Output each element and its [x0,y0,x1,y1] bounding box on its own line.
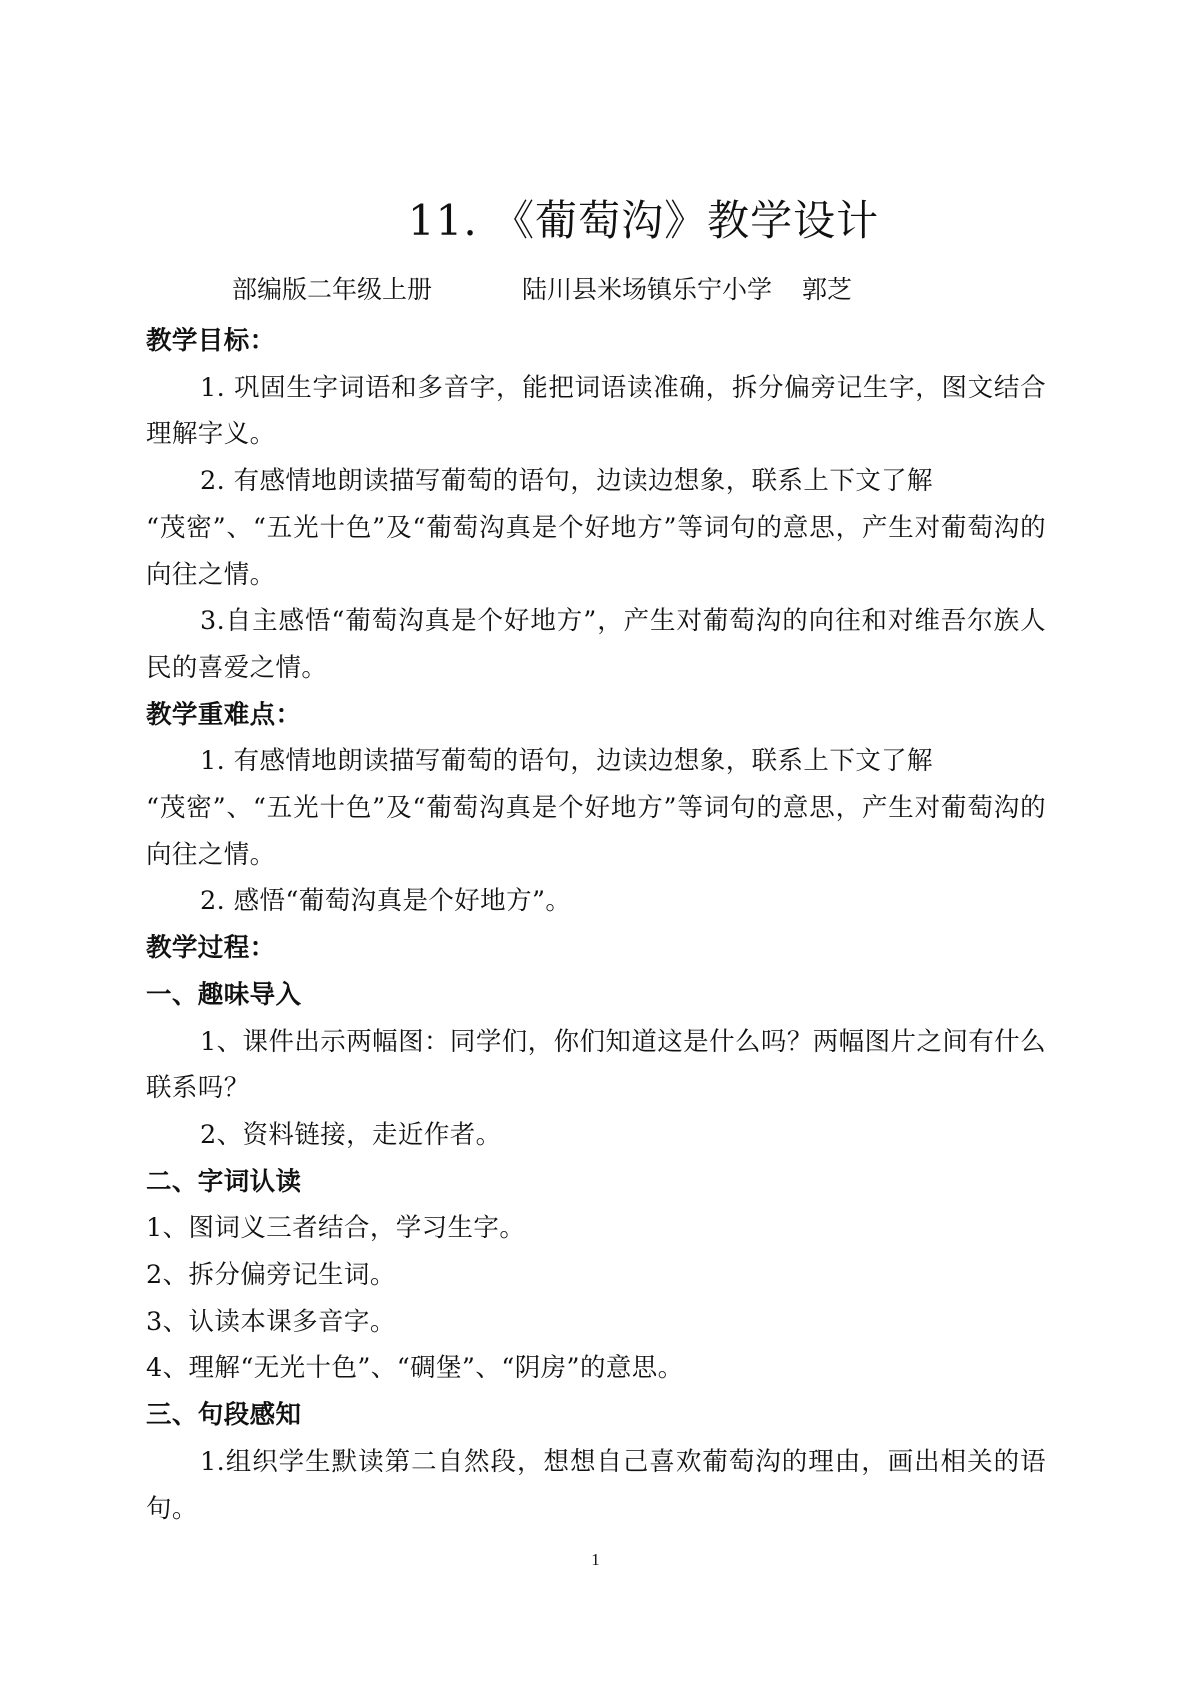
objective-item-3: 3.自主感悟“葡萄沟真是个好地方”，产生对葡萄沟的向往和对维吾尔族人民的喜爱之情。 [146,606,1046,683]
key-point-item-1-line-1: 1. 有感情地朗读描写葡萄的语句，边读边想象，联系上下文了解 [200,746,933,777]
page-number: 1 [591,1550,600,1569]
objective-item-1: 1. 巩固生字词语和多音字，能把词语读准确，拆分偏旁记生字，图文结合理解字义。 [146,372,1046,450]
section-1-item-2: 2、资料链接，走近作者。 [200,1119,502,1150]
section-2-item-3: 3、认读本课多音字。 [146,1306,396,1337]
section-1-item-1: 1、课件出示两幅图：同学们，你们知道这是什么吗？两幅图片之间有什么联系吗？ [146,1026,1046,1104]
section-2-heading: 二、字词认读 [146,1166,302,1197]
key-point-item-2: 2. 感悟“葡萄沟真是个好地方”。 [200,886,572,917]
section-2-item-4: 4、理解“无光十色”、“碉堡”、“阴房”的意思。 [146,1353,684,1384]
subtitle-school: 陆川县米场镇乐宁小学 [522,275,773,304]
section-1-heading: 一、趣味导入 [146,979,302,1010]
section-2-item-1: 1、图词义三者结合，学习生字。 [146,1213,526,1244]
section-2-item-2: 2、拆分偏旁记生词。 [146,1260,396,1291]
document-body [146,318,1046,1532]
objectives-heading: 教学目标： [146,326,276,356]
document-title: 11. 《葡萄沟》教学设计 [407,196,880,245]
objective-item-2-line-1: 2. 有感情地朗读描写葡萄的语句，边读边想象，联系上下文了解 [200,466,933,497]
key-points-heading: 教学重难点： [146,699,302,730]
process-heading: 教学过程： [146,933,276,964]
objective-item-2-rest: “茂密”、“五光十色”及“葡萄沟真是个好地方”等词句的意思，产生对葡萄沟的向往之情。 [146,512,1046,590]
section-3-heading: 三、句段感知 [146,1400,302,1431]
key-point-item-1-rest: “茂密”、“五光十色”及“葡萄沟真是个好地方”等词句的意思，产生对葡萄沟的向往之情。 [146,793,1046,870]
section-3-item-1: 1.组织学生默读第二自然段，想想自己喜欢葡萄沟的理由，画出相关的语句。 [146,1446,1046,1524]
subtitle-author: 郭芝 [802,275,853,304]
document-subtitle [232,272,852,308]
subtitle-grade: 部编版二年级上册 [232,275,433,304]
